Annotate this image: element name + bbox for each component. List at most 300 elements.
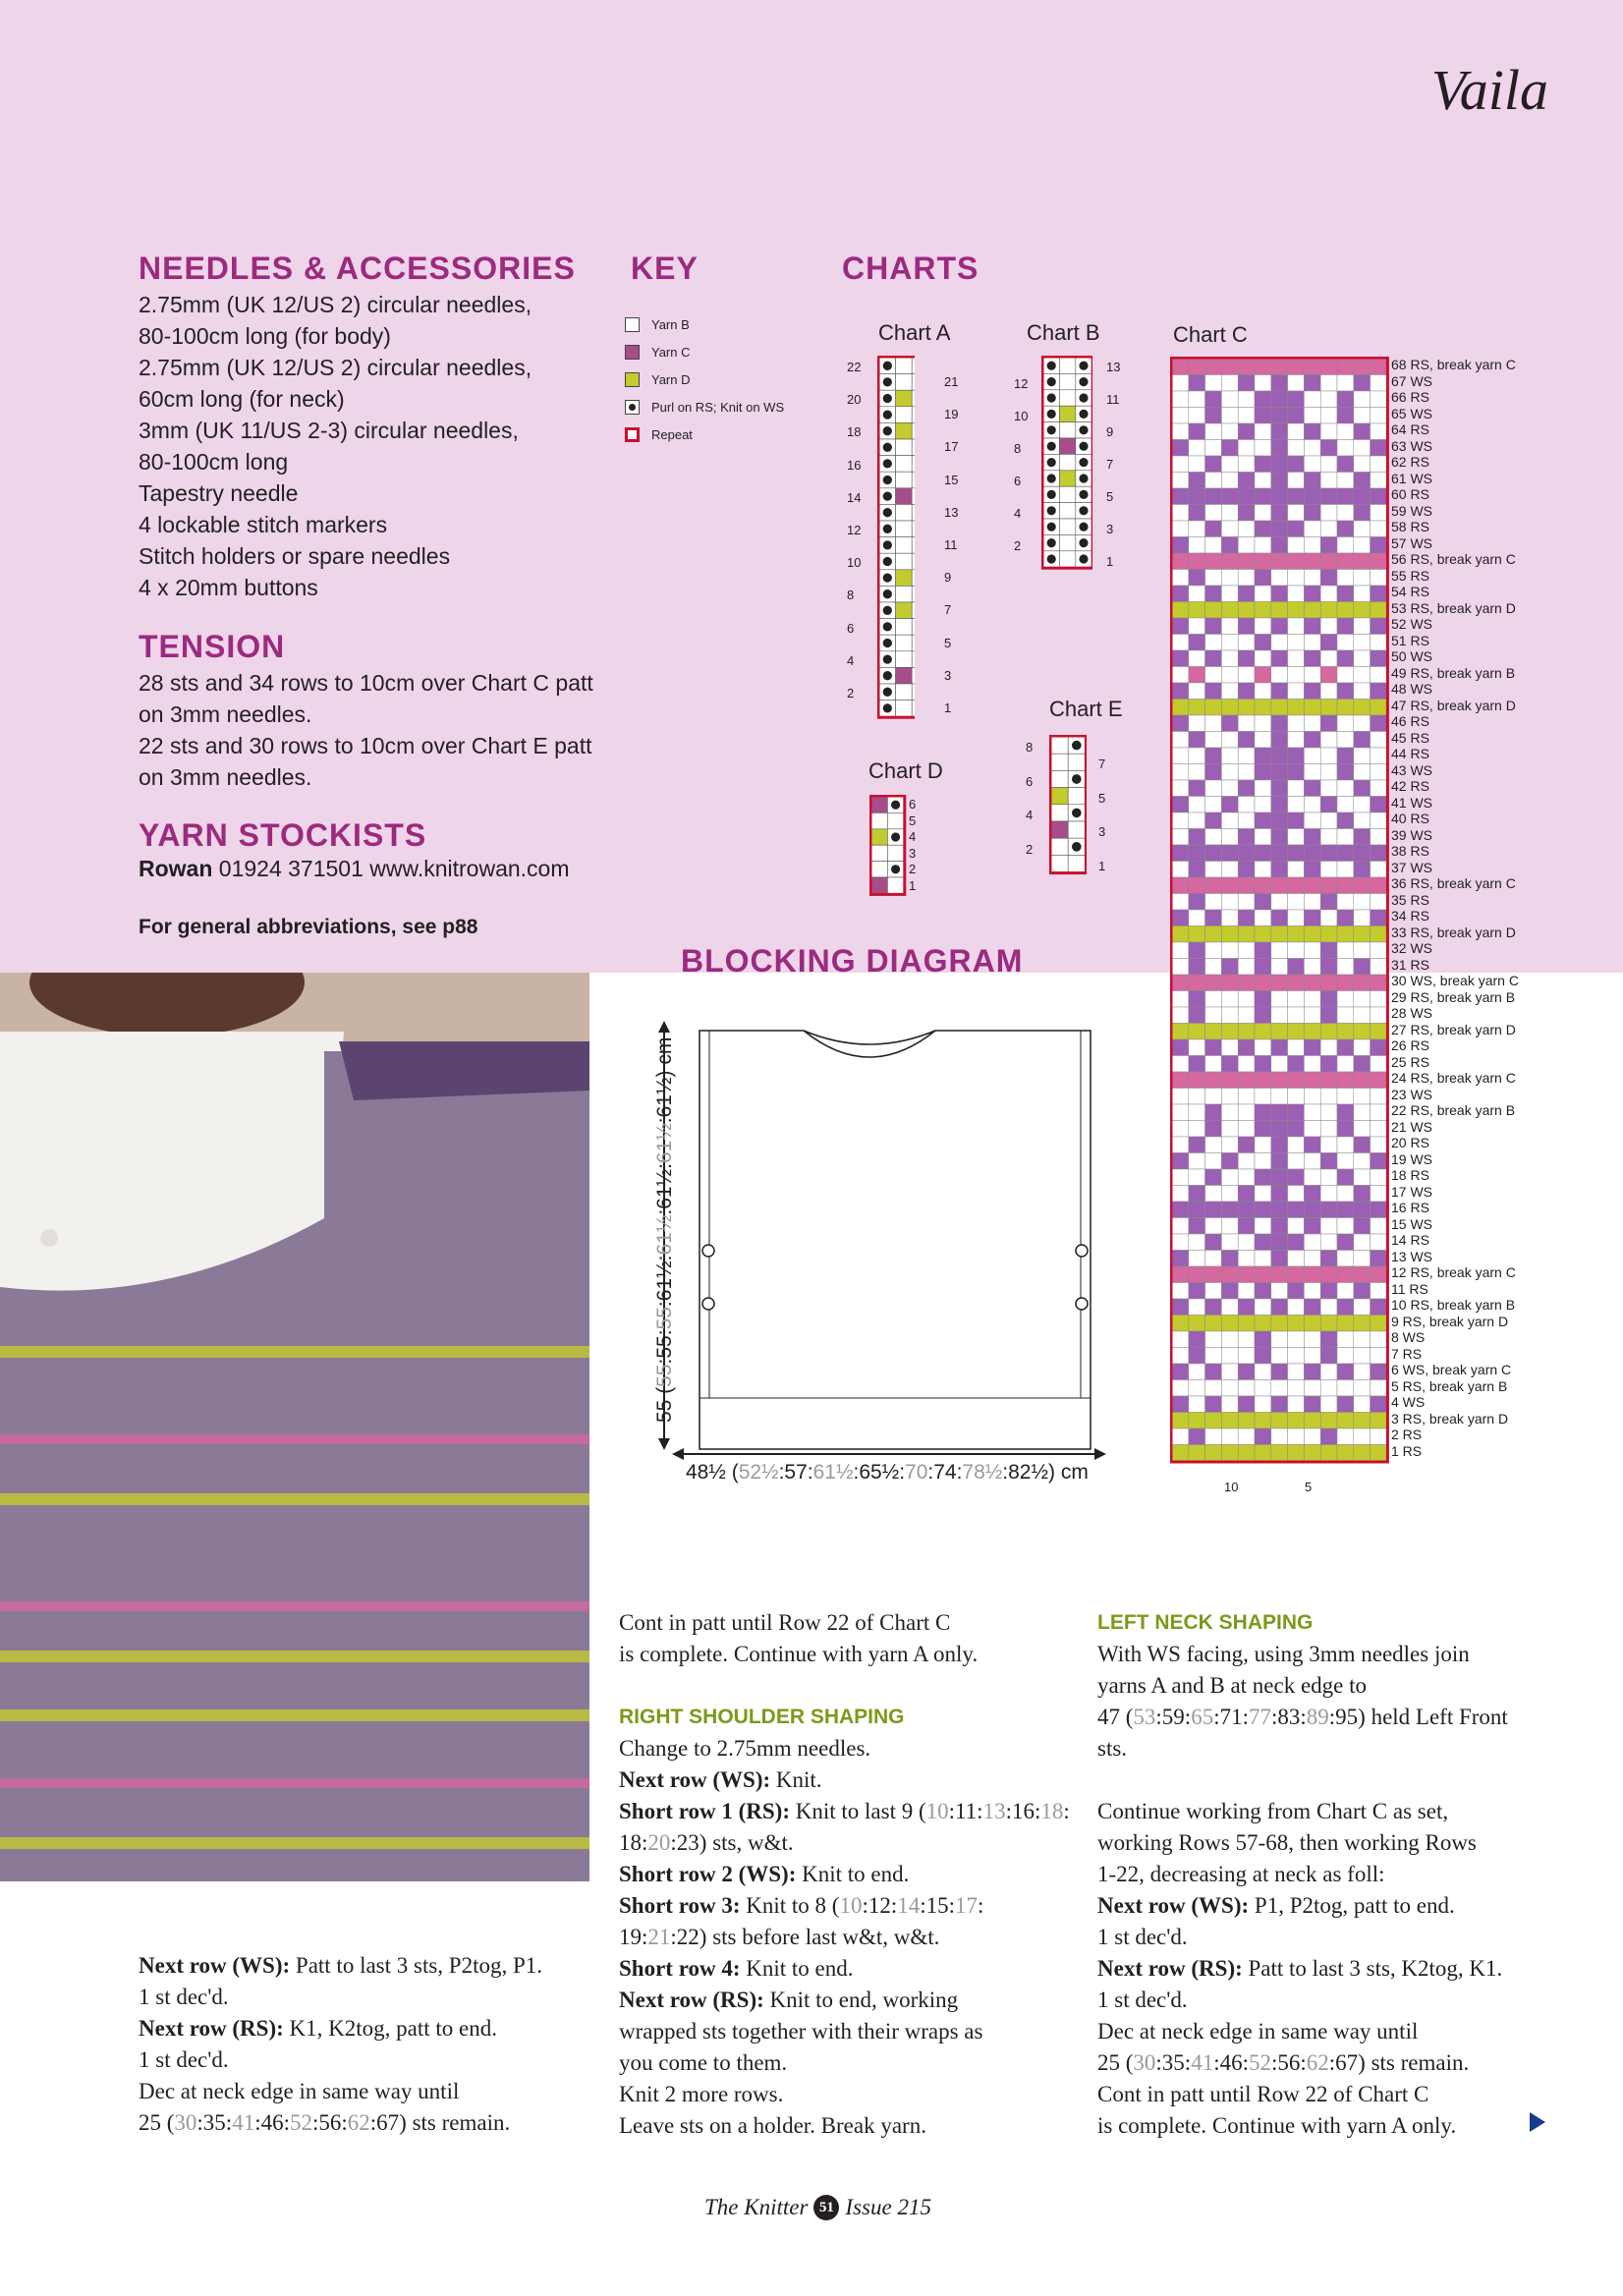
chart-cell	[1172, 635, 1189, 651]
chart-cell	[1337, 1348, 1354, 1365]
chart-cell	[1288, 440, 1305, 457]
chart-cell	[1371, 1169, 1387, 1186]
chart-c-row-label: 66 RS	[1391, 389, 1429, 405]
purl-dot-icon	[1072, 842, 1082, 852]
chart-c-row-label: 5 RS, break yarn B	[1391, 1377, 1508, 1394]
chart-cell	[1172, 423, 1189, 440]
chart-cell	[1271, 877, 1288, 894]
chart-cell	[1337, 1072, 1354, 1089]
chart-cell	[1205, 683, 1222, 700]
chart-cell	[1288, 1299, 1305, 1316]
chart-cell	[1371, 1056, 1387, 1073]
purl-dot-icon	[883, 639, 892, 647]
blocking-heading: BLOCKING DIAGRAM	[681, 943, 1024, 979]
chart-e-label: Chart E	[1049, 697, 1123, 721]
chart-cell	[1320, 1413, 1337, 1429]
chart-cell	[1337, 1089, 1354, 1105]
chart-cell	[1288, 667, 1305, 684]
chart-cell	[896, 521, 913, 537]
arrow-right-icon	[1094, 1448, 1106, 1460]
chart-cell	[1354, 1089, 1371, 1105]
chart-cell	[1189, 1121, 1205, 1138]
chart-cell	[1371, 537, 1387, 554]
chart-cell	[1371, 456, 1387, 473]
chart-cell	[1221, 1137, 1238, 1153]
chart-cell	[1271, 959, 1288, 976]
needles-heading: NEEDLES & ACCESSORIES	[139, 251, 576, 286]
chart-cell	[1205, 1153, 1222, 1170]
chart-cell	[1221, 1007, 1238, 1024]
chart-cell	[1189, 1234, 1205, 1251]
chart-cell	[1205, 408, 1222, 424]
chart-cell	[1288, 586, 1305, 602]
chart-cell	[1288, 1428, 1305, 1445]
chart-cell	[1320, 1056, 1337, 1073]
chart-c-label: Chart C	[1173, 322, 1248, 347]
chart-cell	[1371, 635, 1387, 651]
chart-cell	[912, 684, 915, 700]
chart-cell	[1221, 894, 1238, 911]
purl-dot-icon	[1047, 523, 1056, 532]
chart-cell	[1371, 991, 1387, 1008]
chart-cell	[1320, 488, 1337, 505]
chart-cell	[1271, 391, 1288, 408]
chart-cell	[1221, 359, 1238, 375]
chart-cell	[1221, 391, 1238, 408]
chart-cell	[1354, 1445, 1371, 1462]
chart-cell	[1255, 1056, 1271, 1073]
chart-cell	[1320, 1283, 1337, 1300]
chart-cell	[896, 667, 913, 684]
chart-cell	[1271, 926, 1288, 943]
chart-cell	[1288, 1283, 1305, 1300]
chart-cell	[1238, 391, 1255, 408]
chart-cell	[1255, 521, 1271, 537]
chart-cell	[896, 553, 913, 570]
chart-cell	[1172, 845, 1189, 862]
chart-cell	[1354, 359, 1371, 375]
chart-cell	[1221, 1056, 1238, 1073]
purl-dot-icon	[891, 865, 900, 873]
chart-cell	[1371, 1137, 1387, 1153]
chart-cell	[1337, 505, 1354, 522]
key-label: Yarn B	[651, 316, 690, 332]
chart-cell	[1320, 1218, 1337, 1235]
chart-cell	[1320, 877, 1337, 894]
chart-cell	[1205, 1056, 1222, 1073]
chart-cell	[1205, 748, 1222, 764]
chart-cell	[1271, 1283, 1288, 1300]
chart-row-number: 10	[847, 555, 862, 571]
chart-cell	[1271, 797, 1288, 813]
chart-cell	[912, 439, 915, 456]
chart-cell	[1059, 422, 1075, 438]
chart-cell	[1271, 683, 1288, 700]
chart-cell	[1371, 1428, 1387, 1445]
chart-cell	[1255, 1153, 1271, 1170]
chart-cell	[1371, 797, 1387, 813]
chart-cell	[1255, 1380, 1271, 1397]
chart-cell	[912, 504, 915, 521]
chart-cell	[1320, 521, 1337, 537]
chart-cell	[1320, 1007, 1337, 1024]
chart-cell	[1354, 1283, 1371, 1300]
chart-cell	[1172, 505, 1189, 522]
chart-cell	[1271, 812, 1288, 829]
chart-cell	[1189, 1137, 1205, 1153]
chart-row-number: 1	[1098, 858, 1106, 873]
chart-cell	[1271, 505, 1288, 522]
purl-dot-icon	[883, 688, 892, 697]
chart-cell	[1221, 1089, 1238, 1105]
chart-cell	[1221, 488, 1238, 505]
chart-cell	[1205, 667, 1222, 684]
repeat-box-icon	[625, 427, 640, 442]
chart-cell	[1189, 797, 1205, 813]
chart-cell	[1320, 845, 1337, 862]
chart-cell	[1189, 715, 1205, 732]
general-abbreviations-note: For general abbreviations, see p88	[139, 916, 478, 938]
chart-cell	[1337, 894, 1354, 911]
chart-cell	[1172, 521, 1189, 537]
chart-cell	[1205, 926, 1222, 943]
chart-cell	[1304, 862, 1320, 878]
chart-cell	[1304, 975, 1320, 991]
chart-cell	[1221, 1169, 1238, 1186]
chart-cell	[1255, 1428, 1271, 1445]
purl-dot-icon	[883, 573, 892, 582]
chart-cell	[1288, 650, 1305, 667]
chart-cell	[1189, 1024, 1205, 1040]
left-neck-subheading: LEFT NECK SHAPING	[1097, 1611, 1314, 1634]
chart-c-column-label: 10	[1224, 1480, 1239, 1494]
chart-row-number: 2	[1014, 538, 1022, 553]
chart-cell	[1189, 1202, 1205, 1218]
chart-cell	[1371, 862, 1387, 878]
chart-cell	[1337, 1283, 1354, 1300]
chart-cell	[1221, 635, 1238, 651]
chart-cell	[1304, 1121, 1320, 1138]
chart-cell	[896, 700, 913, 717]
chart-cell	[1337, 764, 1354, 781]
purl-dot-icon	[1079, 410, 1088, 419]
chart-cell	[871, 877, 887, 893]
chart-cell	[1205, 473, 1222, 489]
chart-cell	[1271, 570, 1288, 587]
chart-cell	[1205, 1299, 1222, 1316]
chart-cell	[1288, 812, 1305, 829]
chart-cell	[1371, 959, 1387, 976]
chart-cell	[1255, 423, 1271, 440]
chart-cell	[1271, 991, 1288, 1008]
chart-cell	[1172, 797, 1189, 813]
chart-row-number: 3	[1098, 824, 1106, 840]
chart-cell	[1238, 488, 1255, 505]
chart-cell	[1354, 812, 1371, 829]
chart-cell	[1255, 473, 1271, 489]
chart-cell	[1221, 586, 1238, 602]
chart-cell	[1288, 1056, 1305, 1073]
chart-cell	[1371, 1039, 1387, 1056]
chart-cell	[1238, 1218, 1255, 1235]
chart-cell	[1172, 1202, 1189, 1218]
chart-cell	[1255, 1137, 1271, 1153]
chart-cell	[1320, 1251, 1337, 1267]
text-column-2: Cont in patt until Row 22 of Chart C is complete. Continue with yarn A only. RIGHT SHOULDER SHAPING Change to 2.75mm needles. Next row (WS): Knit. Short row 1 (RS): Knit to last 9 (10:11:13:16:18: 18:20:23) sts, w&t. Short row 2 (WS): Knit to end. Short row 3: Knit to 8 (10:12:14:15:17: 19:21:22) sts before last w&t, w&t. Short row 4: Knit to end. Next row (RS): Knit to end, working wrapped sts together with their wraps as you come to them. Knit 2 more rows. Leave sts on a holder. Break yarn.	[619, 1610, 1070, 2138]
purl-dot-icon	[883, 410, 892, 419]
chart-cell	[1172, 942, 1189, 959]
chart-cell	[1221, 1380, 1238, 1397]
chart-cell	[912, 407, 915, 423]
chart-cell	[1255, 829, 1271, 846]
chart-cell	[1288, 877, 1305, 894]
chart-cell	[1205, 1428, 1222, 1445]
chart-cell	[1205, 1396, 1222, 1413]
chart-cell	[912, 570, 915, 587]
chart-cell	[1271, 473, 1288, 489]
chart-cell	[1238, 423, 1255, 440]
chart-cell	[1304, 1316, 1320, 1332]
chart-cell	[1354, 521, 1371, 537]
chart-cell	[1238, 635, 1255, 651]
chart-cell	[1255, 440, 1271, 457]
chart-cell	[1304, 473, 1320, 489]
button-icon	[1076, 1298, 1088, 1310]
chart-cell	[1255, 1039, 1271, 1056]
chart-cell	[1337, 1234, 1354, 1251]
chart-cell	[1271, 1380, 1288, 1397]
purl-dot-icon	[1079, 393, 1088, 402]
chart-cell	[1221, 408, 1238, 424]
chart-cell	[1337, 1153, 1354, 1170]
chart-cell	[1288, 1396, 1305, 1413]
chart-cell	[1320, 635, 1337, 651]
chart-cell	[1172, 812, 1189, 829]
chart-cell	[1288, 570, 1305, 587]
button-icon	[702, 1298, 714, 1310]
purl-dot-icon	[883, 589, 892, 598]
chart-cell	[1189, 894, 1205, 911]
chart-cell	[1304, 1186, 1320, 1203]
chart-cell	[1371, 667, 1387, 684]
yarn-c-swatch-icon	[625, 345, 640, 360]
chart-cell	[1221, 829, 1238, 846]
chart-cell	[1255, 1169, 1271, 1186]
chart-cell	[1320, 650, 1337, 667]
chart-cell	[1238, 975, 1255, 991]
chart-cell	[1288, 1364, 1305, 1380]
key-item	[625, 420, 784, 448]
chart-cell	[1238, 1186, 1255, 1203]
chart-cell	[1238, 1202, 1255, 1218]
chart-cell	[1059, 534, 1075, 550]
chart-cell	[1371, 780, 1387, 797]
chart-cell	[1221, 959, 1238, 976]
chart-cell	[1205, 635, 1222, 651]
chart-cell	[1205, 1039, 1222, 1056]
chart-cell	[1304, 732, 1320, 749]
chart-cell	[1288, 1348, 1305, 1365]
chart-cell	[1238, 602, 1255, 619]
chart-cell	[1271, 715, 1288, 732]
chart-cell	[1189, 1413, 1205, 1429]
chart-cell	[1354, 1024, 1371, 1040]
chart-cell	[1255, 732, 1271, 749]
chart-cell	[1288, 505, 1305, 522]
chart-cell	[1189, 1266, 1205, 1283]
chart-cell	[1271, 1428, 1288, 1445]
chart-c-row-label: 20 RS	[1391, 1135, 1429, 1150]
chart-cell	[1354, 894, 1371, 911]
fair-isle-vest-illustration	[0, 973, 589, 1881]
purl-dot-icon	[883, 508, 892, 517]
chart-c-row-label: 46 RS	[1391, 713, 1429, 729]
chart-cell	[1288, 715, 1305, 732]
chart-c-row-label: 62 RS	[1391, 454, 1429, 470]
chart-c-row-label: 13 WS	[1391, 1248, 1433, 1264]
chart-c-row-label: 42 RS	[1391, 778, 1429, 794]
chart-cell	[1172, 764, 1189, 781]
chart-cell	[1051, 770, 1068, 787]
chart-cell	[1238, 570, 1255, 587]
chart-cell	[1221, 521, 1238, 537]
chart-cell	[1371, 732, 1387, 749]
chart-cell	[1255, 1283, 1271, 1300]
purl-dot-icon	[1047, 442, 1056, 451]
chart-cell	[1354, 942, 1371, 959]
chart-cell	[1304, 764, 1320, 781]
chart-c-row-label: 14 RS	[1391, 1232, 1429, 1248]
chart-cell	[1288, 1104, 1305, 1121]
chart-cell	[1320, 829, 1337, 846]
arrow-up-icon	[658, 1021, 670, 1033]
chart-cell	[1304, 1299, 1320, 1316]
needles-line: 4 x 20mm buttons	[139, 575, 318, 600]
chart-cell	[1371, 1266, 1387, 1283]
chart-c-row-label: 68 RS, break yarn C	[1391, 357, 1516, 372]
chart-cell	[1172, 488, 1189, 505]
chart-cell	[1320, 1169, 1337, 1186]
chart-cell	[1354, 975, 1371, 991]
chart-cell	[1221, 1445, 1238, 1462]
chart-cell	[1271, 423, 1288, 440]
tension-line: 28 sts and 34 rows to 10cm over Chart C patt	[139, 670, 593, 696]
charts-heading: CHARTS	[842, 251, 979, 286]
chart-cell	[1371, 894, 1387, 911]
chart-cell	[1371, 586, 1387, 602]
chart-cell	[1172, 1072, 1189, 1089]
chart-cell	[1371, 1380, 1387, 1397]
chart-cell	[1371, 748, 1387, 764]
chart-cell	[1238, 586, 1255, 602]
chart-cell	[912, 700, 915, 717]
chart-cell	[896, 358, 913, 374]
chart-cell	[1337, 1169, 1354, 1186]
chart-cell	[1205, 537, 1222, 554]
chart-cell	[1221, 877, 1238, 894]
chart-cell	[1068, 855, 1085, 871]
chart-c-row-label: 50 WS	[1391, 648, 1433, 664]
chart-cell	[1189, 1007, 1205, 1024]
chart-cell	[1189, 1186, 1205, 1203]
chart-cell	[1320, 375, 1337, 392]
chart-cell	[1238, 650, 1255, 667]
chart-cell	[1354, 650, 1371, 667]
chart-cell	[1304, 618, 1320, 635]
chart-cell	[1337, 780, 1354, 797]
chart-cell	[1320, 1153, 1337, 1170]
chart-cell	[1221, 845, 1238, 862]
tension-line: on 3mm needles.	[139, 764, 312, 790]
purl-dot-icon	[1079, 442, 1088, 451]
chart-cell	[1320, 440, 1337, 457]
chart-cell	[1238, 408, 1255, 424]
chart-cell	[1288, 602, 1305, 619]
tension-heading: TENSION	[139, 629, 286, 664]
chart-cell	[1205, 877, 1222, 894]
chart-cell	[1337, 602, 1354, 619]
purl-dot-icon	[1047, 538, 1056, 547]
chart-cell	[1320, 812, 1337, 829]
chart-cell	[1337, 391, 1354, 408]
chart-cell	[1255, 1202, 1271, 1218]
chart-cell	[912, 422, 915, 439]
chart-cell	[1337, 667, 1354, 684]
chart-cell	[1205, 602, 1222, 619]
chart-row-number: 18	[847, 424, 862, 440]
chart-cell	[1238, 1251, 1255, 1267]
blocking-diagram	[629, 1017, 1120, 1479]
chart-cell	[1172, 667, 1189, 684]
chart-cell	[1172, 1348, 1189, 1365]
chart-c-row-label: 54 RS	[1391, 584, 1429, 599]
chart-cell	[1172, 602, 1189, 619]
chart-cell	[1304, 1413, 1320, 1429]
chart-cell	[1255, 1104, 1271, 1121]
chart-row-number: 2	[909, 862, 917, 877]
chart-cell	[1304, 1331, 1320, 1348]
chart-cell	[1189, 537, 1205, 554]
chart-cell	[1337, 1364, 1354, 1380]
chart-cell	[1238, 359, 1255, 375]
chart-cell	[1304, 1056, 1320, 1073]
chart-a-grid	[877, 356, 915, 721]
purl-dot-icon	[1079, 362, 1088, 370]
chart-cell	[1354, 1104, 1371, 1121]
chart-cell	[1172, 1331, 1189, 1348]
chart-cell	[1371, 473, 1387, 489]
chart-cell	[1354, 635, 1371, 651]
chart-cell	[1221, 1072, 1238, 1089]
chart-cell	[1221, 1234, 1238, 1251]
chart-cell	[1337, 1266, 1354, 1283]
chart-cell	[1189, 1072, 1205, 1089]
chart-cell	[1320, 1186, 1337, 1203]
chart-cell	[1354, 1234, 1371, 1251]
purl-dot-icon	[883, 525, 892, 533]
chart-cell	[1288, 797, 1305, 813]
chart-cell	[1288, 862, 1305, 878]
chart-cell	[1371, 650, 1387, 667]
chart-cell	[1354, 408, 1371, 424]
chart-cell	[1354, 391, 1371, 408]
chart-cell	[1172, 700, 1189, 716]
chart-cell	[1371, 877, 1387, 894]
chart-cell	[1354, 1121, 1371, 1138]
purl-dot-icon	[1079, 458, 1088, 467]
pattern-title: Vaila	[1430, 58, 1548, 122]
chart-cell	[1172, 1056, 1189, 1073]
